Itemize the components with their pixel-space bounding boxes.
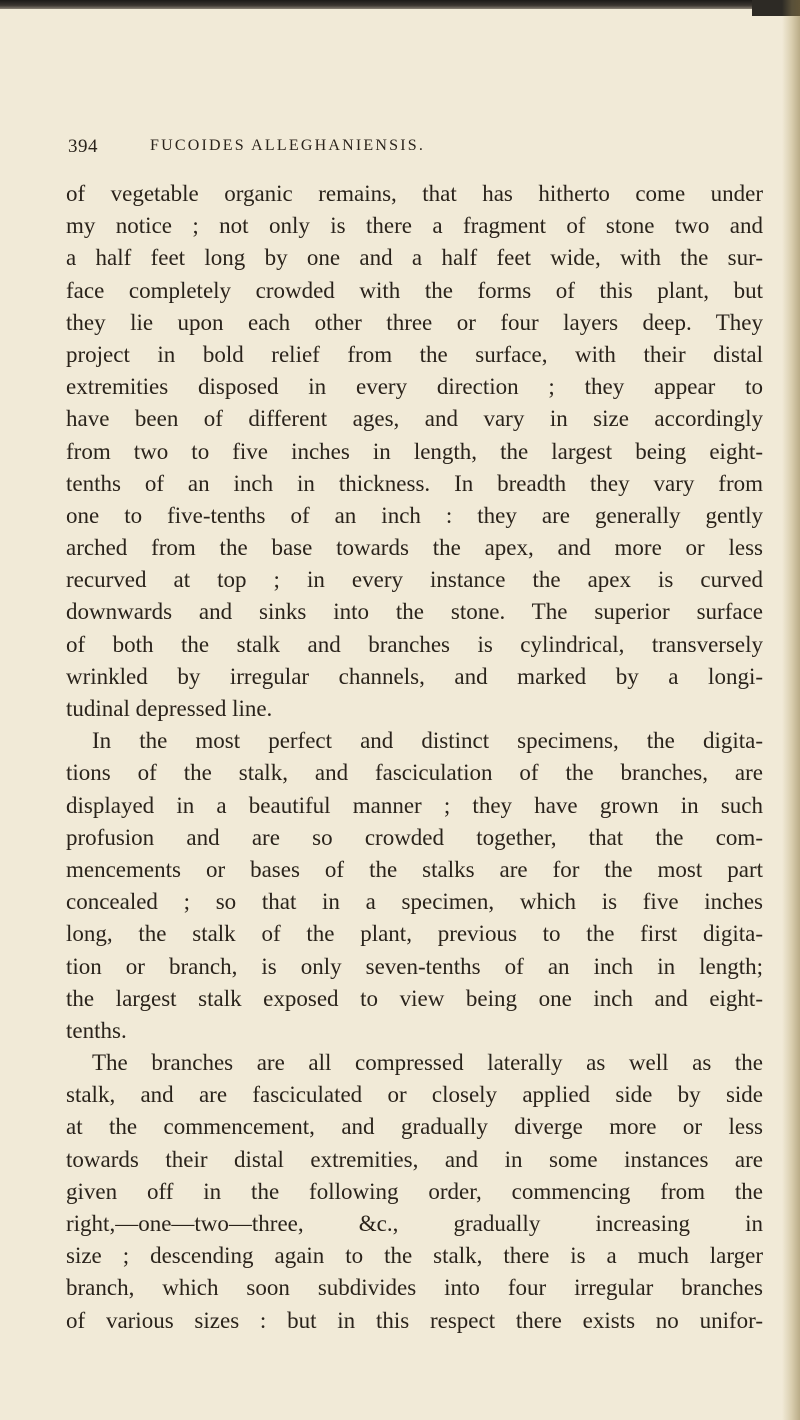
text-line: recurved at top ; in every instance the apex is curved bbox=[66, 567, 763, 593]
text-line: mencements or bases of the stalks are for the most part bbox=[66, 856, 763, 882]
text-line: branch, which soon subdivides into four irregular branches bbox=[66, 1275, 763, 1301]
running-head bbox=[68, 136, 768, 162]
paragraph-start-line: The branches are all compressed laterally as well as the bbox=[92, 1050, 763, 1076]
text-line: face completely crowded with the forms of this plant, but bbox=[66, 277, 763, 303]
text-line: at the commencement, and gradually diverge more or less bbox=[66, 1114, 763, 1140]
paragraph-end-line: tudinal depressed line. bbox=[66, 696, 273, 721]
text-line: of both the stalk and branches is cylindrical, transversely bbox=[66, 631, 763, 657]
page-number: 394 bbox=[68, 136, 98, 157]
scan-top-edge bbox=[0, 0, 800, 9]
page-edge-shading bbox=[782, 0, 800, 1420]
text-line: downwards and sinks into the stone. The superior surface bbox=[66, 599, 763, 625]
text-line: extremities disposed in every direction ; they appear to bbox=[66, 374, 763, 400]
text-line: they lie upon each other three or four layers deep. They bbox=[66, 309, 763, 335]
text-line: stalk, and are fasciculated or closely applied side by side bbox=[66, 1082, 763, 1108]
text-line: right,—one—two—three, &c., gradually increasing in bbox=[66, 1211, 763, 1236]
text-line: tions of the stalk, and fasciculation of the branches, are bbox=[66, 760, 763, 786]
text-line: arched from the base towards the apex, and more or less bbox=[66, 535, 763, 561]
text-line: long, the stalk of the plant, previous to the first digita- bbox=[66, 921, 763, 947]
body-text bbox=[66, 178, 763, 1337]
text-line: one to five-tenths of an inch : they are generally gently bbox=[66, 502, 763, 528]
text-line: towards their distal extremities, and in some instances are bbox=[66, 1146, 763, 1172]
text-line: displayed in a beautiful manner ; they have grown in such bbox=[66, 792, 763, 818]
text-line: tenths of an inch in thickness. In breadth they vary from bbox=[66, 470, 763, 496]
text-line: a half feet long by one and a half feet wide, with the sur- bbox=[66, 245, 763, 271]
running-title: FUCOIDES ALLEGHANIENSIS. bbox=[150, 137, 426, 154]
text-line: given off in the following order, commencing from the bbox=[66, 1178, 763, 1204]
text-line: size ; descending again to the stalk, there is a much larger bbox=[66, 1243, 763, 1269]
text-line: from two to five inches in length, the largest being eight- bbox=[66, 438, 763, 464]
paragraph-end-line: tenths. bbox=[66, 1017, 127, 1043]
text-line: have been of different ages, and vary in size accordingly bbox=[66, 406, 763, 432]
text-line: of vegetable organic remains, that has hitherto come under bbox=[66, 181, 763, 206]
text-line: tion or branch, is only seven-tenths of an inch in length; bbox=[66, 953, 763, 979]
text-line: the largest stalk exposed to view being one inch and eight- bbox=[66, 985, 763, 1011]
text-line: wrinkled by irregular channels, and marked by a longi- bbox=[66, 663, 763, 689]
text-line: profusion and are so crowded together, that the com- bbox=[66, 824, 763, 850]
text-line: project in bold relief from the surface, with their distal bbox=[66, 341, 763, 367]
text-line: of various sizes : but in this respect there exists no unifor- bbox=[66, 1307, 763, 1333]
text-line: my notice ; not only is there a fragment of stone two and bbox=[66, 213, 763, 239]
text-line: concealed ; so that in a specimen, which is five inches bbox=[66, 889, 763, 915]
paragraph-start-line: In the most perfect and distinct specimens, the digita- bbox=[92, 728, 763, 754]
